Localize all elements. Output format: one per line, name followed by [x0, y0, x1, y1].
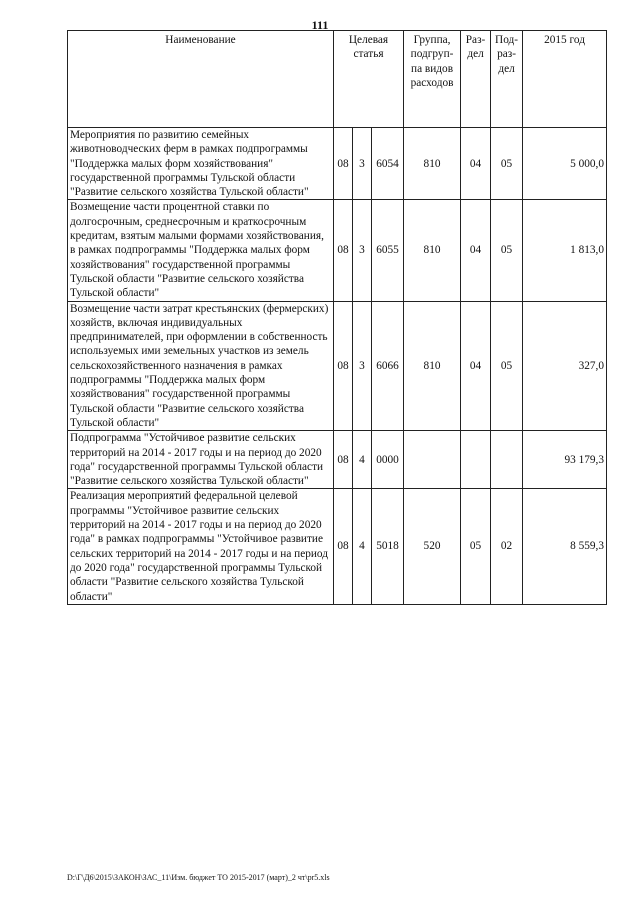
expense-group: 520 — [404, 489, 461, 604]
section: 05 — [461, 489, 491, 604]
subsection: 02 — [491, 489, 523, 604]
header-section: Раз-дел — [461, 31, 491, 128]
amount-2015: 5 000,0 — [523, 128, 607, 200]
target-article-program: 08 — [334, 200, 353, 301]
target-article-subprogram: 3 — [353, 200, 372, 301]
header-group: Группа, подгруп-па видов расходов — [404, 31, 461, 128]
header-row — [68, 31, 607, 128]
target-article-program: 08 — [334, 489, 353, 604]
amount-2015: 327,0 — [523, 301, 607, 431]
target-article-code: 6066 — [372, 301, 404, 431]
amount-2015: 8 559,3 — [523, 489, 607, 604]
table-row — [68, 489, 607, 604]
target-article-code: 6054 — [372, 128, 404, 200]
amount-2015: 1 813,0 — [523, 200, 607, 301]
target-article-program: 08 — [334, 301, 353, 431]
expense-group — [404, 431, 461, 489]
section: 04 — [461, 200, 491, 301]
expense-group: 810 — [404, 128, 461, 200]
target-article-subprogram: 4 — [353, 431, 372, 489]
subsection: 05 — [491, 301, 523, 431]
file-path-footer: D:\Г\Д6\2015\ЗАКОН\ЗАС_11\Изм. бюджет ТО 2015-2017 (март)_2 чт\pr5.xls — [67, 873, 330, 882]
section: 04 — [461, 128, 491, 200]
row-name: Возмещение части процентной ставки по долгосрочным, среднесрочным и краткосрочным кредитам, взятым малыми формами хозяйствования, в рамках подпрограммы "Поддержка малых форм хозяйствования" государственной программы Тульской области "Развитие сельского хозяйства Тульской области" — [68, 200, 334, 301]
subsection: 05 — [491, 128, 523, 200]
header-target-article: Целевая статья — [334, 31, 404, 128]
row-name: Реализация мероприятий федеральной целевой программы "Устойчивое развитие сельских территорий на 2014 - 2017 годы и на период до 2020 года" в рамках подпрограммы "Устойчивое развитие сельских территорий на 2014 - 2017 годы и на период до 2020 года" государственной программы Тульской области "Развитие сельского хозяйства Тульской области" — [68, 489, 334, 604]
table-row — [68, 431, 607, 489]
amount-2015: 93 179,3 — [523, 431, 607, 489]
row-name: Мероприятия по развитию семейных животноводческих ферм в рамках подпрограммы "Поддержка малых форм хозяйствования" государственной программы Тульской области "Развитие сельского хозяйства Тульской области" — [68, 128, 334, 200]
target-article-subprogram: 3 — [353, 128, 372, 200]
target-article-program: 08 — [334, 128, 353, 200]
subsection — [491, 431, 523, 489]
row-name: Подпрограмма "Устойчивое развитие сельских территорий на 2014 - 2017 годы и на период до 2020 года" государственной программы Тульской области "Развитие сельского хозяйства Тульской области" — [68, 431, 334, 489]
expense-group: 810 — [404, 301, 461, 431]
section — [461, 431, 491, 489]
expense-group: 810 — [404, 200, 461, 301]
target-article-program: 08 — [334, 431, 353, 489]
table-row — [68, 128, 607, 200]
page-number: 111 — [311, 18, 329, 32]
table-row — [68, 301, 607, 431]
budget-table — [67, 30, 607, 605]
target-article-code: 6055 — [372, 200, 404, 301]
section: 04 — [461, 301, 491, 431]
header-subsection: Под-раз-дел — [491, 31, 523, 128]
subsection: 05 — [491, 200, 523, 301]
row-name: Возмещение части затрат крестьянских (фермерских) хозяйств, включая индивидуальных предпринимателей, при оформлении в собственность используемых ими земельных участков из земель сельскохозяйственного назначения в рамках подпрограммы "Поддержка малых форм хозяйствования" государственной программы Тульской области "Развитие сельского хозяйства Тульской области" — [68, 301, 334, 431]
target-article-subprogram: 3 — [353, 301, 372, 431]
target-article-code: 0000 — [372, 431, 404, 489]
header-name: Наименование — [68, 31, 334, 128]
target-article-code: 5018 — [372, 489, 404, 604]
table-row — [68, 200, 607, 301]
header-year: 2015 год — [523, 31, 607, 128]
target-article-subprogram: 4 — [353, 489, 372, 604]
